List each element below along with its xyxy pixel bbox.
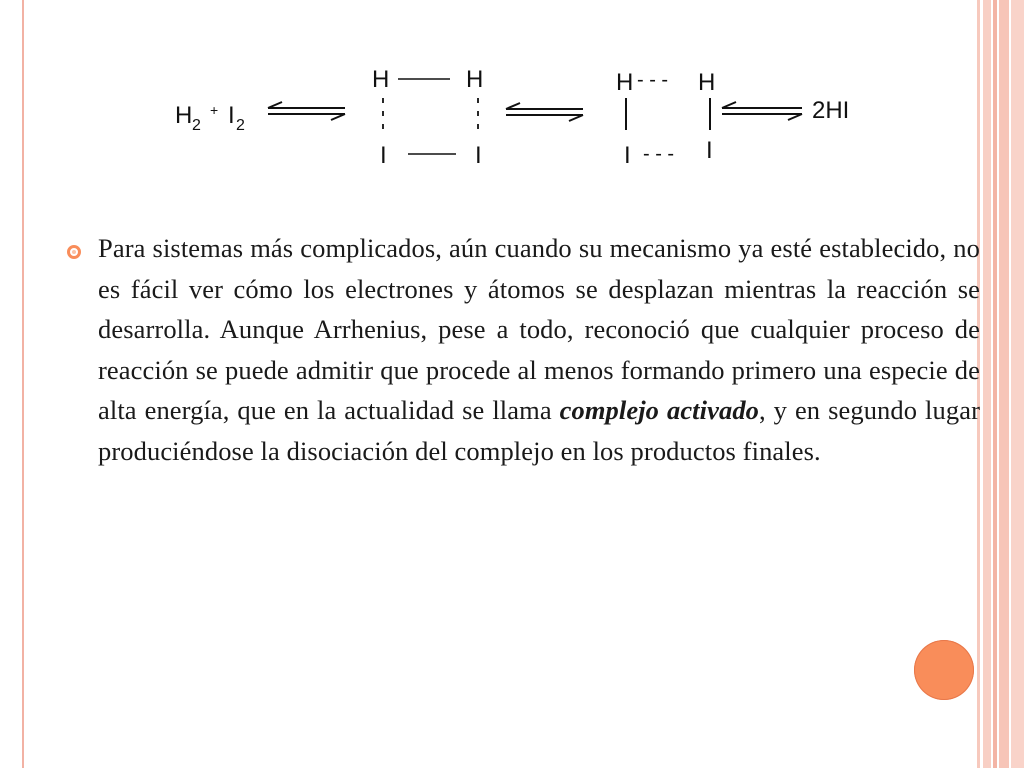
decorative-stripe xyxy=(1011,0,1024,768)
complex1-i-right: I xyxy=(475,142,482,169)
reactant-h-subscript: 2 xyxy=(192,117,201,134)
circle-bullet-icon xyxy=(66,244,82,260)
equilibrium-arrow-icon xyxy=(268,102,345,120)
plus-sign: + xyxy=(210,102,219,118)
equilibrium-arrow-icon xyxy=(722,102,802,120)
complex1-h-left: H xyxy=(372,66,390,93)
reaction-mechanism-diagram xyxy=(150,50,890,190)
bullet-point xyxy=(62,228,980,471)
paragraph-text-part1: Para sistemas más complicados, aún cuando su mecanismo ya esté establecido, no es fácil ver cómo los electrones y átomos se desplazan mientras la reacción se desarrolla. Aunque Arrhenius, pese a todo, reconoció que cualquier proceso de reacción se puede admitir que procede al menos formando primero una especie de alta energía, que en la actualidad se llama xyxy=(98,233,980,425)
decorative-stripe xyxy=(999,0,1009,768)
complex2-i-right: I xyxy=(706,137,713,164)
reactant-h: H xyxy=(175,102,193,129)
emphasis-term: complejo activado xyxy=(559,395,760,425)
complex2-h-left: H xyxy=(616,69,634,96)
complex2-i-left: I xyxy=(624,142,631,169)
decorative-stripe xyxy=(983,0,991,768)
paragraph-text-part2: , y en segundo lugar produciéndose la disociación del complejo en los productos finales. xyxy=(98,395,980,466)
equilibrium-arrow-icon xyxy=(506,103,583,121)
product-2hi: 2HI xyxy=(812,97,850,124)
body-paragraph xyxy=(98,228,980,471)
decorative-orange-circle xyxy=(914,640,974,700)
reactant-i: I xyxy=(228,102,235,129)
complex2-h-right: H xyxy=(698,69,716,96)
slide-left-border xyxy=(22,0,24,768)
decorative-stripe xyxy=(993,0,997,768)
complex2-dash-bottom: - - - xyxy=(643,143,675,165)
complex1-h-right: H xyxy=(466,66,484,93)
complex1-i-left: I xyxy=(380,142,387,169)
reactant-i-subscript: 2 xyxy=(236,117,245,134)
complex2-dash-top: - - - xyxy=(637,69,669,91)
